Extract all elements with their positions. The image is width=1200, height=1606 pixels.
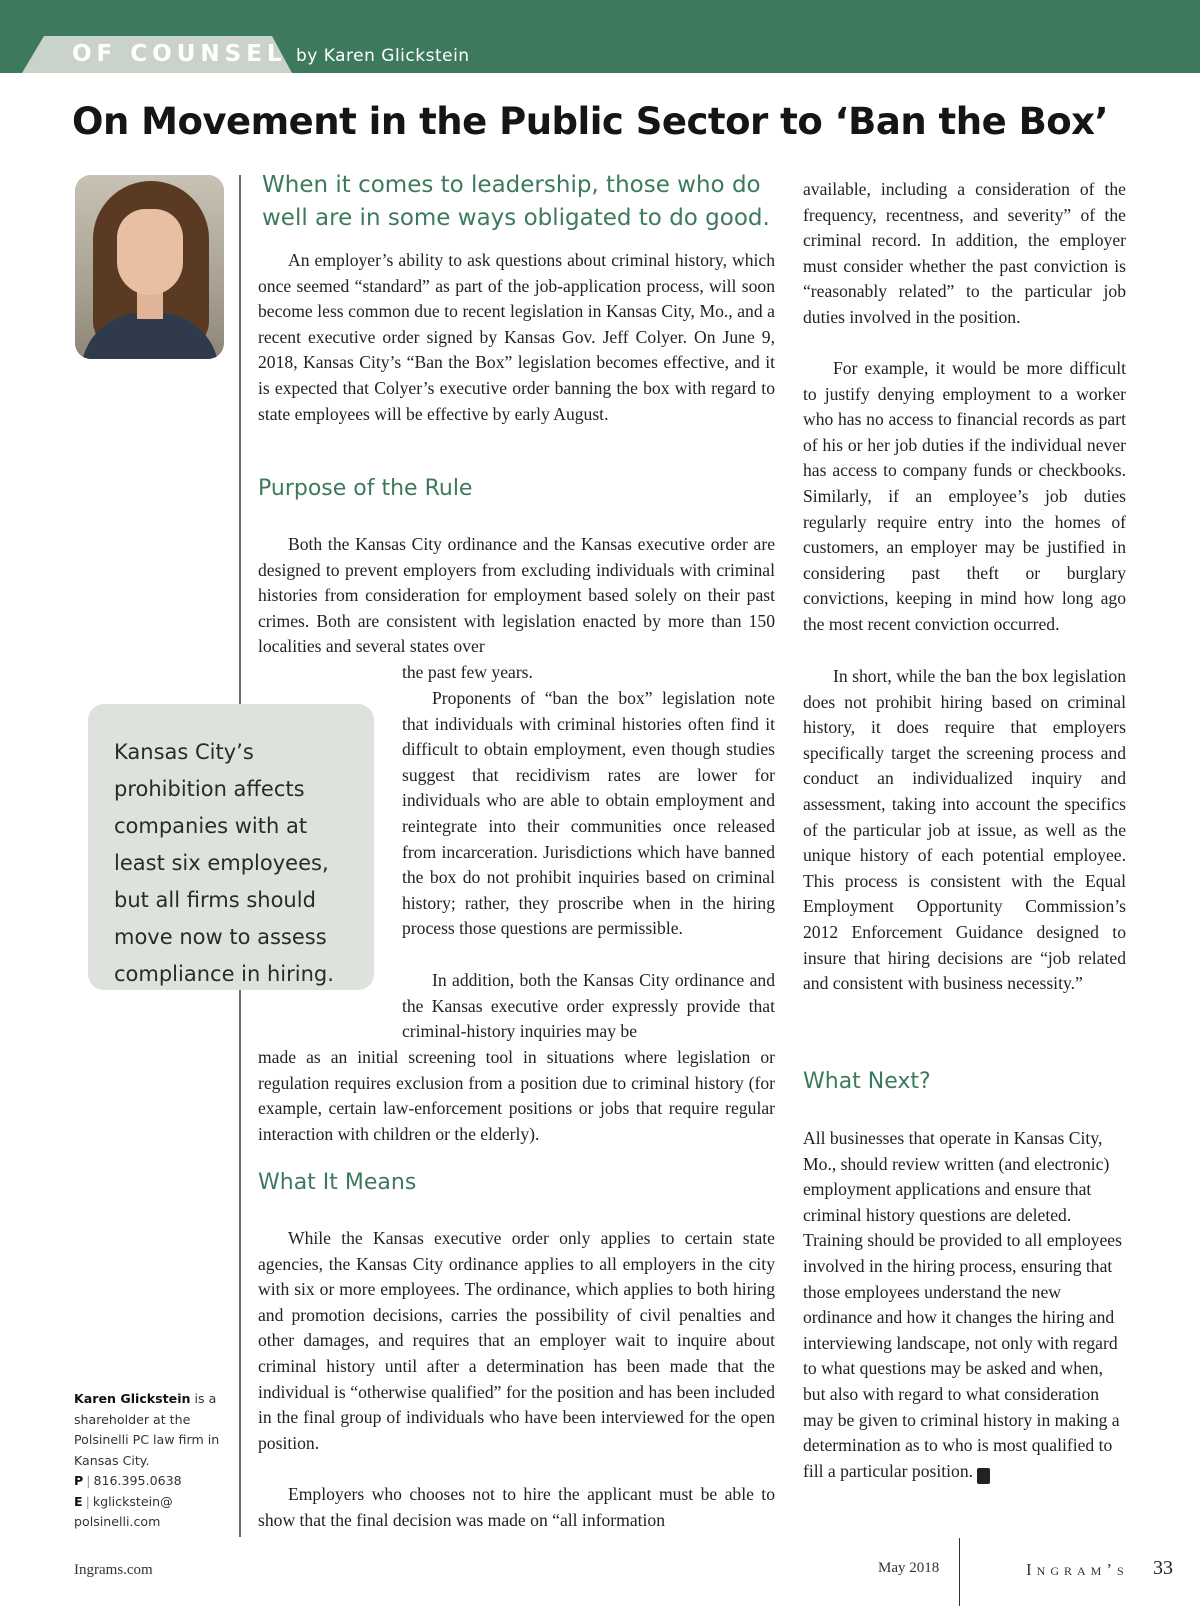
article-headline: On Movement in the Public Sector to ‘Ban the Box’ [72, 100, 1109, 143]
heading-purpose: Purpose of the Rule [258, 476, 473, 501]
email-label: E [74, 1493, 83, 1509]
author-bio: Karen Glickstein is a shareholder at the Polsinelli PC law firm in Kansas City. P | 816.395.0638 E | kglickstein@ polsinelli.com [74, 1391, 220, 1529]
bio-description: is a shareholder at the Polsinelli PC law firm in Kansas City. [74, 1391, 220, 1468]
next-paragraph-text: All businesses that operate in Kansas City, Mo., should review written (and electronic) employment applications and ensure that criminal history questions are deleted. Training should be provided to all employees involved in the hiring process, ensuring that those employees understand the new ordinance and how it changes the hiring and interviewing landscape, not only with regard to what questions may be asked and when, but also with regard to what consideration may be given to criminal history in making a determination as to who is most qualified to fill a particular position. [803, 1128, 1122, 1481]
pull-quote: Kansas City’s prohibition affects companies with at least six employees, but all firms should move now to assess compliance in hiring. [114, 740, 334, 986]
article-deck: When it comes to leadership, those who do well are in some ways obligated to do good. [262, 172, 770, 231]
footer-magazine: Ingram’s [1026, 1560, 1129, 1579]
page-number: 33 [1153, 1557, 1173, 1579]
next-paragraph [803, 1128, 1122, 1481]
purpose-paragraph-1-cont: the past few years. [402, 662, 533, 682]
footer-site: Ingrams.com [74, 1562, 153, 1578]
intro-paragraph: An employer’s ability to ask questions about criminal history, which once seemed “standard” as part of the job-application process, will soon become less common due to recent legislation in Kansas City, Mo., and a recent executive order signed by Kansas Gov. Jeff Colyer. On June 9, 2018, Kansas City’s “Ban the Box” legislation becomes effective, and it is expected that Colyer’s executive order banning the box with regard to state employees will be effective by early August. [258, 250, 775, 424]
purpose-paragraph-3: In addition, both the Kansas City ordinance and the Kansas executive order expressly provide that criminal-history inquiries may be [402, 970, 775, 1042]
bio-phone: 816.395.0638 [93, 1473, 182, 1488]
bio-name: Karen Glickstein [74, 1391, 191, 1406]
means-paragraph-1: While the Kansas executive order only applies to certain state agencies, the Kansas City ordinance applies to all employers in the city with six or more employees. The ordinance, which applies to both hiring and promotion decisions, carries the possibility of civil penalties and other damages, and requires that an employer wait to inquire about criminal history until after a determination has been made that the individual is “otherwise qualified” for the position and has been included in the final group of individuals who have been interviewed for the open position. [258, 1228, 775, 1453]
purpose-paragraph-3-cont: made as an initial screening tool in situations where legislation or regulation requires exclusion from a position due to criminal history (for example, certain law-enforcement positions or jobs that require regular interaction with children or the elderly). [258, 1047, 775, 1144]
means-paragraph-2: Employers who chooses not to hire the applicant must be able to show that the final decision was made on “all information [258, 1484, 775, 1530]
section-label: OF COUNSEL [72, 41, 287, 67]
next-paragraph-wrap [803, 1126, 1126, 1484]
footer-divider [959, 1538, 960, 1606]
end-mark-icon: I [977, 1468, 990, 1484]
phone-label: P [74, 1473, 84, 1488]
purpose-paragraph-1: Both the Kansas City ordinance and the Kansas executive order are designed to prevent employers from excluding individuals with criminal histories from consideration for employment based solely on their past crimes. Both are consistent with legislation enacted by more than 150 localities and several states over [258, 534, 775, 657]
bio-email: kglickstein@ polsinelli.com [74, 1493, 173, 1529]
col3-paragraph-3: In short, while the ban the box legislation does not prohibit hiring based on criminal history, it does require that employers specifically target the screening process and conduct an individualized inquiry and assessment, taking into account the specifics of the particular job at issue, as well as the unique history of each potential employee. This process is consistent with the Equal Employment Opportunity Commission’s 2012 Enforcement Guidance designed to insure that hiring decisions are “job related and consistent with business necessity.” [803, 666, 1126, 994]
purpose-paragraph-2: Proponents of “ban the box” legislation note that individuals with criminal histories often find it difficult to obtain employment, even though studies suggest that recidivism rates are lower for individuals who are able to obtain employment and reintegrate into their communities once released from incarceration. Jurisdictions which have banned the box do not prohibit inquiries based on criminal history; rather, they proscribe when in the hiring process those questions are permissible. [402, 688, 775, 939]
col3-paragraph-2: For example, it would be more difficult to justify denying employment to a worker who has no access to financial records as part of his or her job duties if the individual never has access to company funds or checkbooks. Similarly, if an employee’s job duties regularly require entry into the homes of customers, an employer may be justified in considering past theft or burglary convictions, keeping in mind how long ago the most recent conviction occurred. [803, 358, 1126, 634]
footer-date: May 2018 [878, 1560, 940, 1576]
author-photo [75, 175, 224, 359]
heading-what-next: What Next? [803, 1069, 931, 1094]
heading-what-it-means: What It Means [258, 1170, 417, 1195]
col3-paragraph-1: available, including a consideration of the frequency, recentness, and severity” of the criminal record. In addition, the employer must consider whether the past conviction is “reasonably related” to the particular job duties involved in the position. [803, 179, 1126, 327]
author-byline: by Karen Glickstein [296, 46, 470, 66]
